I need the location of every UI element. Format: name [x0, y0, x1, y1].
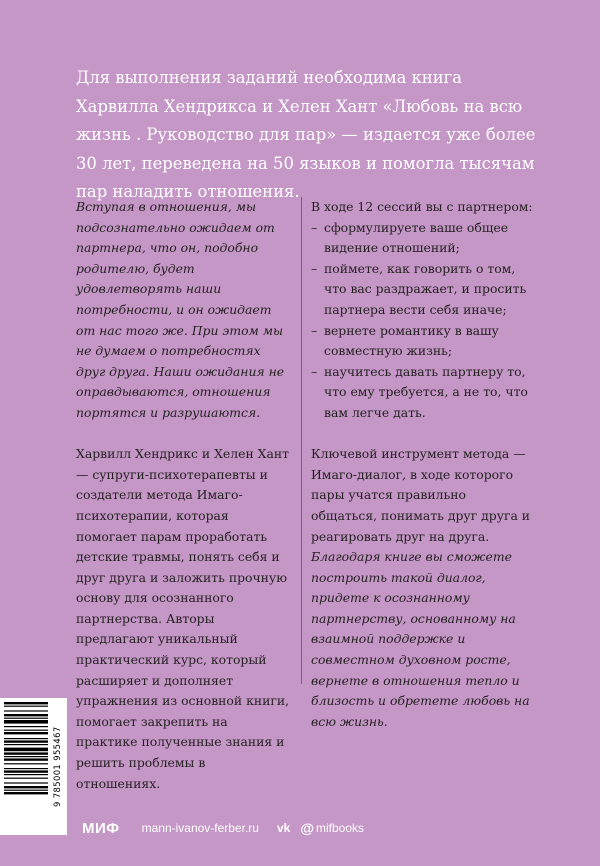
authors-paragraph: Харвилл Хендрикс и Хелен Хант — супруги-психотерапевты и создатели метода Имаго-психотерапии, которая помогает парам проработать детские травмы, понять себя и друг друга и заложить прочную основу для осознанного партнерства. Авторы предлагают уникальный практический курс, который расширяет и дополняет упражнения из основной книги, помогает закрепить на практике полученные знания и решить проблемы в отношениях.: [76, 446, 290, 791]
column-divider: [301, 197, 302, 684]
barcode-bar: [4, 774, 48, 775]
barcode-bar: [4, 726, 48, 727]
barcode-bar: [4, 720, 48, 724]
barcode-bars: [4, 702, 48, 831]
barcode-bar: [4, 748, 48, 752]
method-text-italic: Благодаря книге вы сможете построить такой диалог, придете к осознанному партнерству, основанному на взаимной поддержке и совместном духовном росте, вернете в отношения тепло и близость и обретете любовь на всю жизнь.: [311, 549, 530, 729]
quote-paragraph: Вступая в отношения, мы подсознательно ожидаем от партнера, что он, подобно родителю, будет удовлетворять наши потребности, и он ожидает от нас того же. При этом мы не думаем о потребностях друг друга. Наши ожидания не оправдываются, отношения портятся и разрушаются.: [76, 199, 285, 420]
barcode-bar: [4, 702, 48, 704]
barcode-bar: [4, 756, 48, 757]
barcode-bar: [4, 778, 48, 779]
barcode-bar: [4, 718, 48, 719]
barcode-bar: [4, 752, 48, 754]
left-column: [76, 197, 291, 794]
website-link[interactable]: mann-ivanov-ferber.ru: [141, 821, 259, 835]
barcode-bar: [4, 740, 48, 742]
sessions-list: [311, 218, 533, 424]
method-text: Ключевой инструмент метода — Имаго-диалог, в ходе которого пары учатся правильно общаться, понимать друг друга и реагировать друг на друга.: [311, 446, 531, 544]
intro-paragraph: Для выполнения заданий необходима книга Харвилла Хендрикса и Хелен Хант «Любовь на всю жизнь . Руководство для пар» — издается уже более 30 лет, переведена на 50 языков и помогла тысячам пар наладить отношения.: [76, 68, 536, 202]
barcode-bar: [4, 786, 48, 788]
vk-icon: vk: [276, 821, 291, 835]
at-icon: @: [300, 820, 314, 836]
barcode-bar: [4, 782, 48, 783]
barcode-bar: [4, 706, 48, 707]
list-item: – научитесь давать партнеру то, что ему требуется, а не то, что вам легче дать.: [311, 362, 533, 424]
footer: [82, 818, 364, 838]
barcode-bar: [4, 763, 48, 764]
barcode-bar: [4, 714, 48, 716]
barcode-bar: [4, 790, 48, 791]
barcode-bar: [4, 744, 48, 745]
barcode-bar: [4, 730, 48, 731]
barcode-bar: [4, 710, 48, 711]
list-item: – сформулируете ваше общее видение отношений;: [311, 218, 533, 259]
barcode: [0, 698, 67, 835]
barcode-bar: [4, 768, 48, 769]
sessions-intro: В ходе 12 сессий вы с партнером:: [311, 199, 533, 214]
publisher-logo: МИФ: [82, 819, 120, 837]
barcode-bar: [4, 732, 48, 734]
list-item: – поймете, как говорить о том, что вас раздражает, и просить партнера вести себя иначе;: [311, 259, 533, 321]
method-paragraph: [311, 444, 533, 732]
social-handle[interactable]: mifbooks: [316, 821, 365, 835]
barcode-bar: [4, 770, 48, 772]
right-column: [311, 197, 533, 732]
barcode-bar: [4, 792, 48, 794]
list-item: – вернете романтику в вашу совместную жизнь;: [311, 321, 533, 362]
barcode-bar: [4, 738, 48, 739]
barcode-number: 9 785001 955467: [52, 726, 62, 807]
barcode-bar: [4, 758, 48, 760]
